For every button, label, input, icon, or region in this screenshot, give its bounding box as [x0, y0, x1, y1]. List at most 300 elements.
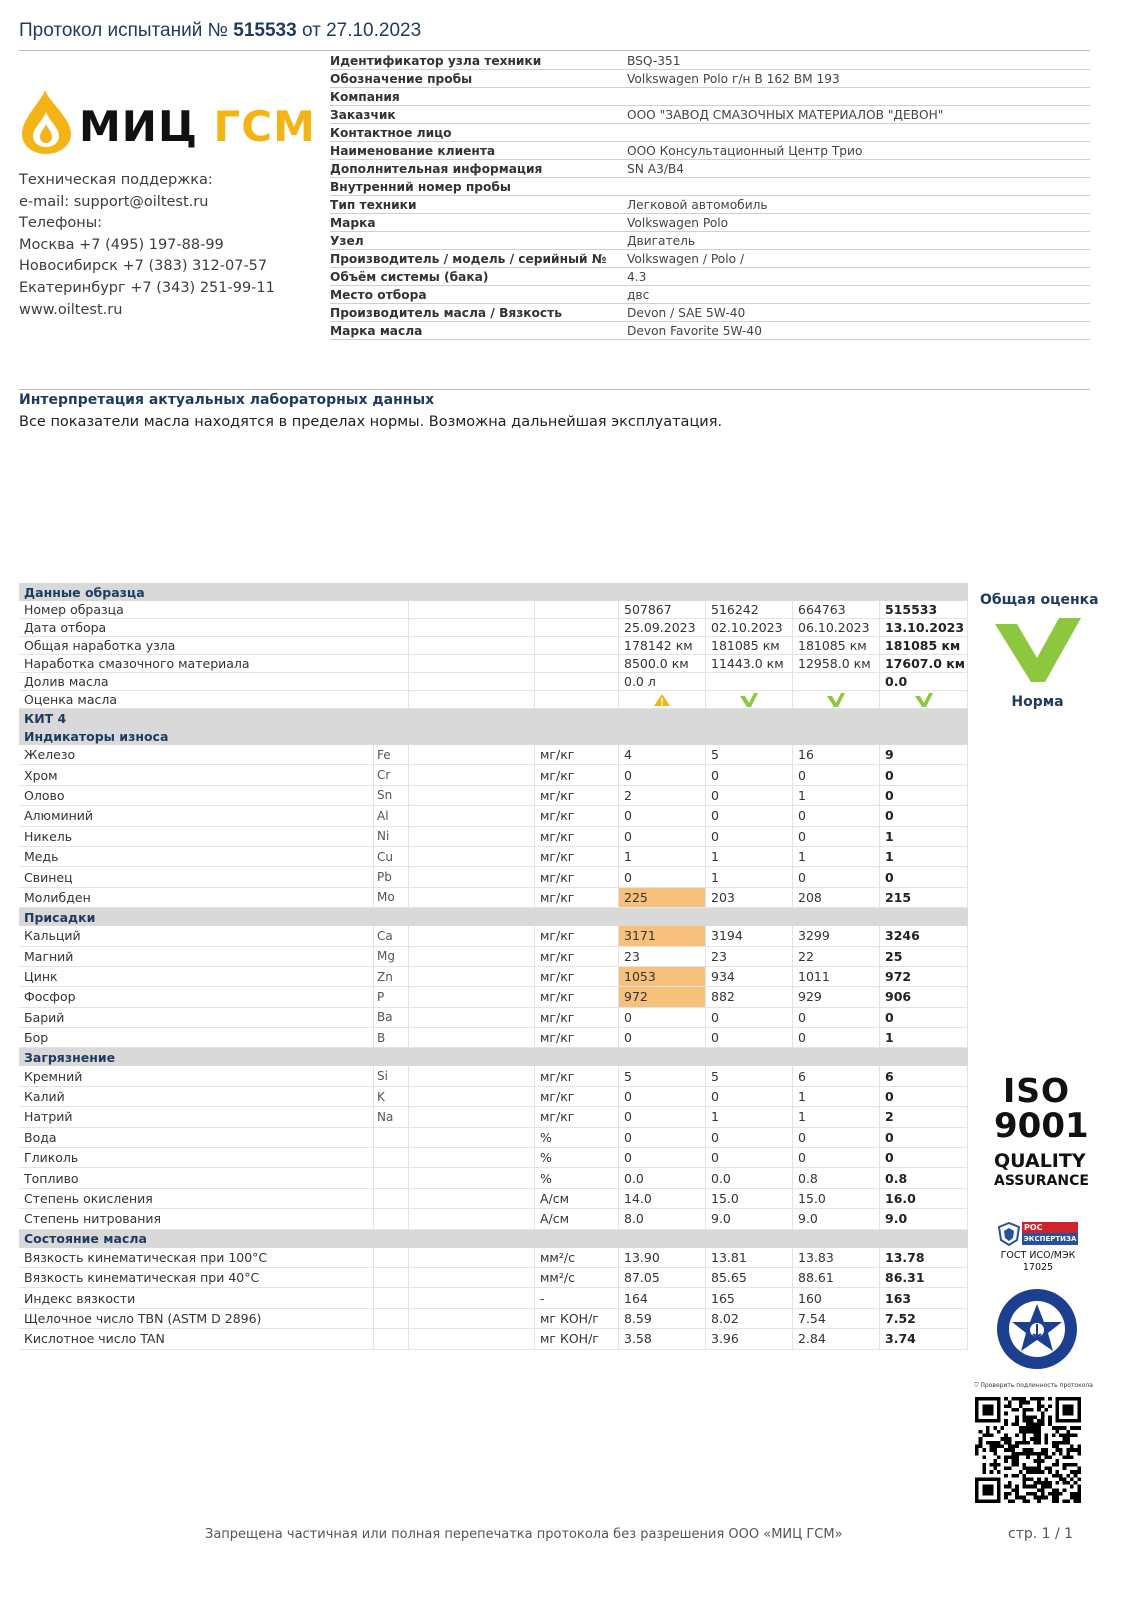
- table-row: [19, 786, 968, 806]
- brand-name-part2: ГСМ: [213, 102, 316, 151]
- rating-cell: [619, 691, 706, 709]
- info-row: [330, 124, 1090, 142]
- value-cell: 1: [793, 1087, 880, 1107]
- value-cell: 181085 км: [706, 637, 793, 655]
- value-cell: 23: [619, 947, 706, 967]
- unit-cell: мг/кг: [535, 745, 619, 765]
- value-cell: 0: [619, 1148, 706, 1168]
- unit-cell: мг/кг: [535, 926, 619, 946]
- element-symbol: [374, 1288, 409, 1308]
- parameter-name: Свинец: [19, 867, 374, 887]
- unit-cell: мг/кг: [535, 806, 619, 826]
- value-cell: 0: [880, 1087, 968, 1107]
- value-cell: 6: [880, 1066, 968, 1086]
- table-row: [19, 827, 968, 847]
- unit-cell: мг/кг: [535, 1087, 619, 1107]
- value-cell: 0: [793, 806, 880, 826]
- info-row: [330, 70, 1090, 88]
- unit-cell: А/см: [535, 1209, 619, 1229]
- empty-cell: [409, 1268, 535, 1288]
- qr-code[interactable]: [975, 1397, 1081, 1503]
- value-cell: 0: [793, 827, 880, 847]
- value-cell: 0: [706, 1148, 793, 1168]
- brand-name-part1: МИЦ: [79, 102, 198, 151]
- value-cell: 0.0: [706, 1168, 793, 1188]
- value-cell: 06.10.2023: [793, 619, 880, 637]
- value-cell: 1: [880, 847, 968, 867]
- element-symbol: Cu: [374, 847, 409, 867]
- info-row: [330, 232, 1090, 250]
- value-cell: 13.83: [793, 1248, 880, 1268]
- value-cell: 0: [880, 765, 968, 785]
- value-cell: 3299: [793, 926, 880, 946]
- unit-cell: %: [535, 1148, 619, 1168]
- parameter-name: Железо: [19, 745, 374, 765]
- rating-cell: [880, 691, 968, 709]
- rating-cell: [706, 691, 793, 709]
- empty-cell: [409, 867, 535, 887]
- qr-caption-text: Проверить подлинность протокола: [980, 1382, 1093, 1389]
- value-cell: 25: [880, 947, 968, 967]
- table-row: [19, 847, 968, 867]
- value-cell: 882: [706, 987, 793, 1007]
- lab-results-table: [19, 583, 968, 1350]
- unit-cell: мм²/с: [535, 1248, 619, 1268]
- element-symbol: [374, 1128, 409, 1148]
- value-cell: 0: [706, 1087, 793, 1107]
- value-cell: 181085 км: [793, 637, 880, 655]
- value-cell: 0: [619, 1087, 706, 1107]
- table-row: [19, 1248, 968, 1268]
- empty-cell: [409, 1288, 535, 1308]
- value-cell: 164: [619, 1288, 706, 1308]
- section-title: Индикаторы износа: [24, 728, 169, 744]
- value-cell: 0: [619, 1107, 706, 1127]
- value-cell: 0: [793, 1028, 880, 1048]
- info-value: 4.3: [627, 270, 647, 284]
- value-cell: 165: [706, 1288, 793, 1308]
- element-symbol: K: [374, 1087, 409, 1107]
- parameter-name: Барий: [19, 1008, 374, 1028]
- unit-cell: мг КОН/г: [535, 1309, 619, 1329]
- table-row: [19, 1309, 968, 1329]
- rating-cell: [793, 691, 880, 709]
- value-cell: 0: [619, 867, 706, 887]
- contact-line[interactable]: e-mail: support@oiltest.ru: [19, 193, 209, 210]
- empty-cell: [535, 637, 619, 655]
- element-symbol: Ca: [374, 926, 409, 946]
- row-label: Оценка масла: [19, 691, 409, 709]
- value-cell: 972: [619, 987, 706, 1007]
- element-symbol: Na: [374, 1107, 409, 1127]
- element-symbol: Sn: [374, 786, 409, 806]
- value-cell: 02.10.2023: [706, 619, 793, 637]
- check-icon: [739, 692, 759, 708]
- protocol-date: от 27.10.2023: [301, 20, 422, 41]
- info-row: [330, 214, 1090, 232]
- parameter-name: Хром: [19, 765, 374, 785]
- value-cell: 22: [793, 947, 880, 967]
- value-cell: 0: [880, 1128, 968, 1148]
- value-cell: 929: [793, 987, 880, 1007]
- table-row: [19, 1008, 968, 1028]
- value-cell: 5: [706, 1066, 793, 1086]
- element-symbol: Al: [374, 806, 409, 826]
- info-label: Тип техники: [330, 198, 417, 212]
- section-header: [19, 908, 968, 926]
- shield-check-icon: ⛉: [974, 1382, 981, 1389]
- value-cell: 5: [619, 1066, 706, 1086]
- ros-standard-text: ГОСТ ИСО/МЭК 17025: [1000, 1250, 1076, 1273]
- unit-cell: мг/кг: [535, 1066, 619, 1086]
- table-row: [19, 806, 968, 826]
- empty-cell: [409, 1189, 535, 1209]
- ros-badge-bottom: ЭКСПЕРТИЗА: [1023, 1235, 1077, 1243]
- element-symbol: [374, 1189, 409, 1209]
- info-row: [330, 286, 1090, 304]
- value-cell: 1: [706, 847, 793, 867]
- contact-line: Москва +7 (495) 197-88-99: [19, 236, 224, 253]
- info-label: Идентификатор узла техники: [330, 54, 542, 68]
- info-value: ООО "ЗАВОД СМАЗОЧНЫХ МАТЕРИАЛОВ "ДЕВОН": [627, 108, 944, 122]
- value-cell: 664763: [793, 601, 880, 619]
- table-row: [19, 867, 968, 887]
- table-row: [19, 926, 968, 946]
- value-cell: 225: [619, 888, 706, 908]
- element-symbol: [374, 1268, 409, 1288]
- value-cell: 0: [706, 765, 793, 785]
- value-cell: 16: [793, 745, 880, 765]
- iso-9001-badge: [994, 1071, 1089, 1190]
- value-cell: 17607.0 км: [880, 655, 968, 673]
- value-cell: 85.65: [706, 1268, 793, 1288]
- empty-cell: [409, 619, 535, 637]
- value-cell: 0: [880, 1148, 968, 1168]
- value-cell: 8500.0 км: [619, 655, 706, 673]
- value-cell: 8.0: [619, 1209, 706, 1229]
- value-cell: 7.52: [880, 1309, 968, 1329]
- info-label: Заказчик: [330, 108, 396, 122]
- section-title: Данные образца: [24, 584, 145, 600]
- empty-cell: [409, 1107, 535, 1127]
- iso-line3: QUALITY: [994, 1150, 1086, 1172]
- protocol-number: 515533: [233, 20, 297, 41]
- value-cell: 1053: [619, 967, 706, 987]
- check-icon: [914, 692, 934, 708]
- parameter-name: Олово: [19, 786, 374, 806]
- parameter-name: Цинк: [19, 967, 374, 987]
- empty-cell: [535, 619, 619, 637]
- value-cell: 0: [793, 867, 880, 887]
- value-cell: [706, 673, 793, 691]
- info-value: Двигатель: [627, 234, 696, 248]
- row-label: Долив масла: [19, 673, 409, 691]
- empty-cell: [409, 1248, 535, 1268]
- unit-cell: мг/кг: [535, 786, 619, 806]
- contact-line: Техническая поддержка:: [19, 172, 213, 188]
- info-row: [330, 268, 1090, 286]
- info-row: [330, 304, 1090, 322]
- info-label: Внутренний номер пробы: [330, 180, 511, 194]
- parameter-name: Кальций: [19, 926, 374, 946]
- contacts-block: [19, 170, 275, 321]
- ros-badge-top: РОС: [1022, 1222, 1078, 1233]
- table-row: [19, 1128, 968, 1148]
- element-symbol: P: [374, 987, 409, 1007]
- table-row: [19, 1168, 968, 1188]
- info-value: Devon / SAE 5W-40: [627, 306, 746, 320]
- value-cell: 9.0: [880, 1209, 968, 1229]
- parameter-name: Топливо: [19, 1168, 374, 1188]
- info-label: Марка: [330, 216, 376, 230]
- value-cell: 8.59: [619, 1309, 706, 1329]
- empty-cell: [409, 947, 535, 967]
- ros-shield-icon: [998, 1222, 1020, 1246]
- value-cell: 208: [793, 888, 880, 908]
- table-row: [19, 888, 968, 908]
- contact-line: Новосибирск +7 (383) 312-07-57: [19, 258, 268, 275]
- value-cell: 934: [706, 967, 793, 987]
- contact-line: Екатеринбург +7 (343) 251-99-11: [19, 279, 275, 296]
- value-cell: 15.0: [706, 1189, 793, 1209]
- empty-cell: [409, 1028, 535, 1048]
- empty-cell: [409, 1168, 535, 1188]
- element-symbol: Fe: [374, 745, 409, 765]
- value-cell: 23: [706, 947, 793, 967]
- unit-cell: мг/кг: [535, 1107, 619, 1127]
- info-value: двс: [627, 288, 650, 302]
- title-divider: [19, 50, 1090, 51]
- element-symbol: Ba: [374, 1008, 409, 1028]
- value-cell: 0: [706, 806, 793, 826]
- empty-cell: [409, 1128, 535, 1148]
- unit-cell: мг КОН/г: [535, 1329, 619, 1349]
- value-cell: 3.96: [706, 1329, 793, 1349]
- value-cell: 0: [793, 765, 880, 785]
- info-value: Volkswagen Polo г/н В 162 ВМ 193: [627, 72, 840, 86]
- parameter-name: Калий: [19, 1087, 374, 1107]
- empty-cell: [409, 1087, 535, 1107]
- info-value: ООО Консультационный Центр Трио: [627, 144, 863, 158]
- qr-caption: [974, 1382, 1093, 1390]
- row-label: Общая наработка узла: [19, 637, 409, 655]
- value-cell: 3.58: [619, 1329, 706, 1349]
- ros-expertiza-badge: [994, 1222, 1082, 1274]
- element-symbol: Pb: [374, 867, 409, 887]
- info-value: Volkswagen Polo: [627, 216, 729, 230]
- value-cell: 3246: [880, 926, 968, 946]
- table-row: [19, 1107, 968, 1127]
- element-symbol: B: [374, 1028, 409, 1048]
- element-symbol: Mo: [374, 888, 409, 908]
- element-symbol: Ni: [374, 827, 409, 847]
- unit-cell: мг/кг: [535, 967, 619, 987]
- empty-cell: [535, 673, 619, 691]
- empty-cell: [409, 1209, 535, 1229]
- value-cell: 0: [793, 1008, 880, 1028]
- element-symbol: [374, 1309, 409, 1329]
- value-cell: 181085 км: [880, 637, 968, 655]
- register-seal-icon: [996, 1288, 1078, 1370]
- sample-row: [19, 673, 968, 691]
- info-label: Производитель масла / Вязкость: [330, 306, 562, 320]
- value-cell: 906: [880, 987, 968, 1007]
- empty-cell: [409, 637, 535, 655]
- value-cell: 12958.0 км: [793, 655, 880, 673]
- unit-cell: мг/кг: [535, 847, 619, 867]
- value-cell: 515533: [880, 601, 968, 619]
- unit-cell: мг/кг: [535, 987, 619, 1007]
- unit-cell: -: [535, 1288, 619, 1308]
- empty-cell: [409, 1329, 535, 1349]
- table-row: [19, 1189, 968, 1209]
- unit-cell: мг/кг: [535, 947, 619, 967]
- value-cell: 516242: [706, 601, 793, 619]
- value-cell: 972: [880, 967, 968, 987]
- value-cell: 88.61: [793, 1268, 880, 1288]
- info-row: [330, 250, 1090, 268]
- value-cell: 0: [880, 867, 968, 887]
- unit-cell: мг/кг: [535, 867, 619, 887]
- check-icon: [826, 692, 846, 708]
- info-label: Марка масла: [330, 324, 423, 338]
- value-cell: 160: [793, 1288, 880, 1308]
- parameter-name: Вода: [19, 1128, 374, 1148]
- parameter-name: Щелочное число TBN (ASTM D 2896): [19, 1309, 374, 1329]
- value-cell: 0: [793, 1148, 880, 1168]
- contact-line[interactable]: www.oiltest.ru: [19, 301, 123, 318]
- value-cell: 1: [880, 1028, 968, 1048]
- overall-label: Общая оценка: [980, 592, 1099, 608]
- value-cell: 2: [880, 1107, 968, 1127]
- table-row: [19, 1148, 968, 1168]
- value-cell: 0: [706, 827, 793, 847]
- value-cell: 0.0 л: [619, 673, 706, 691]
- brand-name: [79, 102, 316, 151]
- parameter-name: Молибден: [19, 888, 374, 908]
- table-row: [19, 1066, 968, 1086]
- value-cell: 0: [793, 1128, 880, 1148]
- empty-cell: [409, 827, 535, 847]
- company-logo: [19, 88, 316, 160]
- sample-row: [19, 655, 968, 673]
- parameter-name: Степень окисления: [19, 1189, 374, 1209]
- section-header: [19, 1230, 968, 1248]
- value-cell: 203: [706, 888, 793, 908]
- element-symbol: Cr: [374, 765, 409, 785]
- sample-info-table: [330, 52, 1090, 340]
- parameter-name: Гликоль: [19, 1148, 374, 1168]
- empty-cell: [409, 1148, 535, 1168]
- value-cell: 0.8: [880, 1168, 968, 1188]
- value-cell: 1011: [793, 967, 880, 987]
- contact-line: Телефоны:: [19, 215, 103, 232]
- table-row: [19, 967, 968, 987]
- empty-cell: [409, 786, 535, 806]
- element-symbol: Zn: [374, 967, 409, 987]
- info-value: Легковой автомобиль: [627, 198, 768, 212]
- value-cell: 0: [880, 1008, 968, 1028]
- sample-row: [19, 601, 968, 619]
- section-header: [19, 727, 968, 745]
- value-cell: 215: [880, 888, 968, 908]
- value-cell: 0: [619, 1128, 706, 1148]
- table-row: [19, 745, 968, 765]
- page-number: стр. 1 / 1: [1008, 1526, 1074, 1542]
- empty-cell: [409, 967, 535, 987]
- value-cell: 0: [706, 1128, 793, 1148]
- value-cell: 1: [793, 786, 880, 806]
- empty-cell: [409, 987, 535, 1007]
- empty-cell: [409, 745, 535, 765]
- table-row: [19, 765, 968, 785]
- table-row: [19, 947, 968, 967]
- info-label: Дополнительная информация: [330, 162, 543, 176]
- value-cell: 13.90: [619, 1248, 706, 1268]
- info-value: BSQ-351: [627, 54, 681, 68]
- info-row: [330, 160, 1090, 178]
- unit-cell: мг/кг: [535, 827, 619, 847]
- row-label: Дата отбора: [19, 619, 409, 637]
- value-cell: 13.10.2023: [880, 619, 968, 637]
- warning-icon: [653, 693, 671, 707]
- value-cell: 0: [619, 827, 706, 847]
- empty-cell: [409, 1066, 535, 1086]
- value-cell: 6: [793, 1066, 880, 1086]
- info-label: Производитель / модель / серийный №: [330, 252, 607, 266]
- value-cell: [793, 673, 880, 691]
- info-row: [330, 322, 1090, 340]
- value-cell: 0: [619, 765, 706, 785]
- unit-cell: мг/кг: [535, 765, 619, 785]
- value-cell: 2.84: [793, 1329, 880, 1349]
- empty-cell: [535, 655, 619, 673]
- empty-cell: [409, 806, 535, 826]
- parameter-name: Кислотное число TAN: [19, 1329, 374, 1349]
- value-cell: 9.0: [706, 1209, 793, 1229]
- parameter-name: Никель: [19, 827, 374, 847]
- info-value: Devon Favorite 5W-40: [627, 324, 762, 338]
- oil-drop-icon: [19, 88, 79, 156]
- value-cell: 25.09.2023: [619, 619, 706, 637]
- element-symbol: Mg: [374, 947, 409, 967]
- rating-row: [19, 691, 968, 709]
- empty-cell: [409, 847, 535, 867]
- info-value: SN A3/B4: [627, 162, 685, 176]
- empty-cell: [409, 691, 535, 709]
- value-cell: 0: [880, 786, 968, 806]
- empty-cell: [409, 926, 535, 946]
- iso-line1: ISO: [1002, 1071, 1071, 1110]
- info-row: [330, 196, 1090, 214]
- value-cell: 0.0: [619, 1168, 706, 1188]
- section-title: КИТ 4: [24, 710, 67, 726]
- parameter-name: Степень нитрования: [19, 1209, 374, 1229]
- info-label: Контактное лицо: [330, 126, 452, 140]
- unit-cell: %: [535, 1128, 619, 1148]
- unit-cell: мг/кг: [535, 888, 619, 908]
- info-row: [330, 88, 1090, 106]
- interpretation-title: Интерпретация актуальных лабораторных данных: [19, 392, 435, 408]
- element-symbol: [374, 1148, 409, 1168]
- info-label: Объём системы (бака): [330, 270, 489, 284]
- overall-assessment: [980, 592, 1099, 710]
- unit-cell: А/см: [535, 1189, 619, 1209]
- value-cell: 2: [619, 786, 706, 806]
- section-header-sample: [19, 583, 968, 601]
- info-label: Узел: [330, 234, 364, 248]
- value-cell: 163: [880, 1288, 968, 1308]
